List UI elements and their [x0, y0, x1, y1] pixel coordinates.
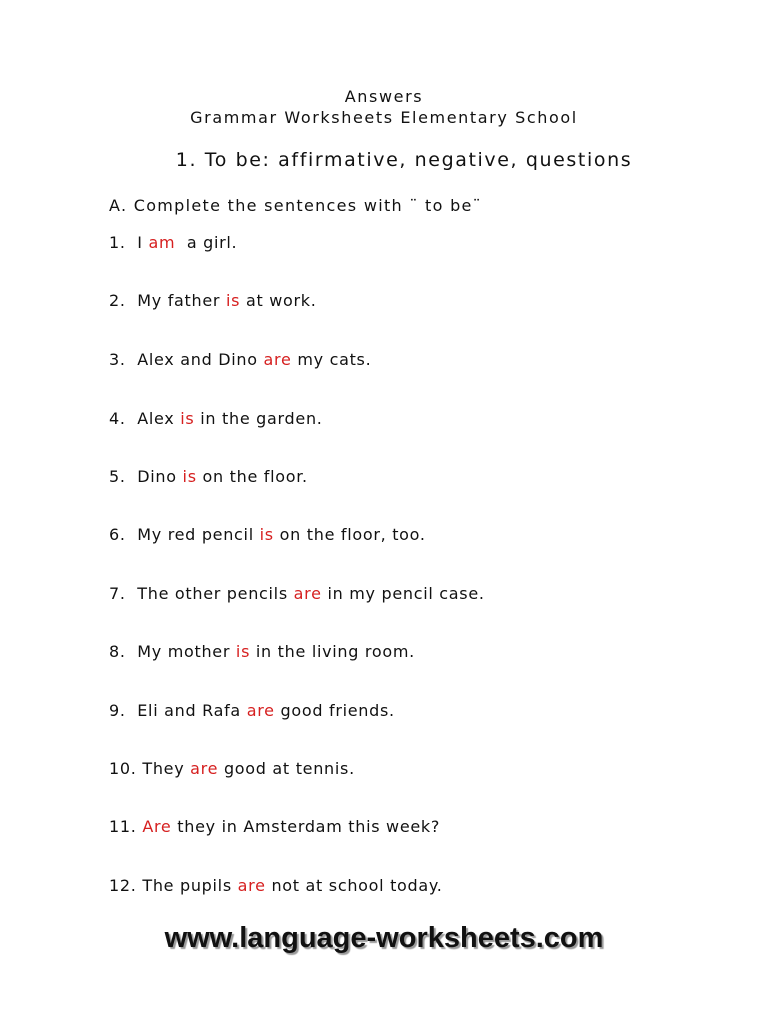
- item-text-before: My father: [137, 291, 221, 310]
- item-text-after: in the garden.: [200, 409, 323, 428]
- list-item: [109, 584, 485, 604]
- item-number: 10.: [109, 759, 137, 778]
- item-answer: are: [190, 759, 219, 778]
- item-answer: Are: [142, 817, 172, 836]
- item-answer: are: [246, 701, 275, 720]
- item-text-before: My mother: [137, 642, 231, 661]
- item-answer: are: [237, 876, 266, 895]
- list-item: [109, 642, 415, 662]
- list-item: [109, 701, 395, 721]
- item-answer: is: [180, 409, 195, 428]
- item-text-before: Eli and Rafa: [137, 701, 241, 720]
- item-number: 4.: [109, 409, 126, 428]
- item-text-before: I: [137, 233, 143, 252]
- item-text-before: Alex and Dino: [137, 350, 258, 369]
- item-number: 2.: [109, 291, 126, 310]
- item-answer: am: [148, 233, 176, 252]
- list-item: [109, 291, 317, 311]
- item-number: 3.: [109, 350, 126, 369]
- answers-heading: Answers: [344, 87, 424, 106]
- item-answer: are: [263, 350, 292, 369]
- item-text-after: they in Amsterdam this week?: [177, 817, 441, 836]
- item-number: 1.: [109, 233, 126, 252]
- list-item: [109, 759, 355, 779]
- item-answer: is: [182, 467, 197, 486]
- item-number: 6.: [109, 525, 126, 544]
- item-text-after: a girl.: [186, 233, 238, 252]
- item-text-before: Alex: [137, 409, 175, 428]
- item-number: 11.: [109, 817, 137, 836]
- instruction-text: A. Complete the sentences with ¨ to be¨: [109, 196, 482, 215]
- item-text-before: The pupils: [142, 876, 232, 895]
- item-text-before: Dino: [137, 467, 177, 486]
- item-text-after: in the living room.: [255, 642, 415, 661]
- list-item: [109, 525, 426, 545]
- item-text-before: The other pencils: [137, 584, 288, 603]
- list-item: [109, 876, 443, 896]
- item-number: 9.: [109, 701, 126, 720]
- footer-website-url: www.language-worksheets.com: [164, 922, 604, 954]
- item-text-after: my cats.: [297, 350, 372, 369]
- item-number: 5.: [109, 467, 126, 486]
- list-item: [109, 467, 308, 487]
- list-item: [109, 233, 237, 253]
- item-text-after: not at school today.: [271, 876, 443, 895]
- item-text-after: good at tennis.: [223, 759, 355, 778]
- item-answer: are: [293, 584, 322, 603]
- item-text-before: They: [142, 759, 185, 778]
- item-text-before: My red pencil: [137, 525, 254, 544]
- item-text-after: good friends.: [280, 701, 395, 720]
- item-text-after: at work.: [245, 291, 317, 310]
- worksheet-subtitle: Grammar Worksheets Elementary School: [190, 108, 578, 127]
- list-item: [109, 350, 371, 370]
- item-number: 8.: [109, 642, 126, 661]
- section-title: 1. To be: affirmative, negative, questions: [175, 149, 633, 171]
- item-text-after: on the floor.: [202, 467, 308, 486]
- item-text-after: on the floor, too.: [279, 525, 426, 544]
- item-answer: is: [235, 642, 251, 661]
- item-answer: is: [225, 291, 241, 310]
- item-number: 12.: [109, 876, 137, 895]
- list-item: [109, 409, 323, 429]
- item-number: 7.: [109, 584, 126, 603]
- item-text-after: in my pencil case.: [327, 584, 485, 603]
- list-item: [109, 817, 440, 837]
- item-answer: is: [259, 525, 274, 544]
